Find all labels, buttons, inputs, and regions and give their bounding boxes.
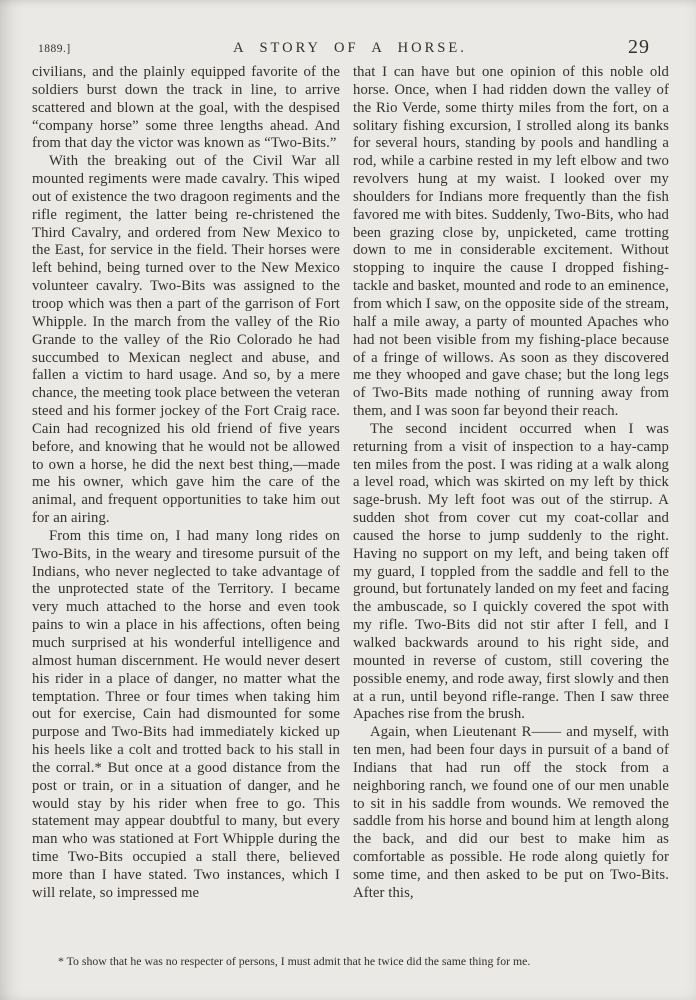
paragraph: Again, when Lieutenant R—— and myself, with ten men, had been four days in pursuit of a band of Indians that had run off the stock from a neighboring ranch, we found one of our men unable to sit in his saddle from wounds. We removed the saddle from his horse and bound him at length along the back, and did our best to make him as comfortable as possible. He rode along quietly for some time, and then asked to be put on Two-Bits. After this, (353, 724, 669, 901)
page-title: A STORY OF A HORSE. (233, 40, 467, 56)
paragraph: With the breaking out of the Civil War all mounted regiments were made cavalry. This wiped out of existence the two dragoon regiments and the rifle regiment, the latter being re-christened the Third Cavalry, and ordered from New Mexico to the East, for service in the field. Their horses were left behind, being turned over to the New Mexico volunteer cavalry. Two-Bits was assigned to the troop which was then a part of the garrison of Fort Whipple. In the march from the valley of the Rio Grande to the valley of the Rio Colorado he had succumbed to Mexican neglect and abuse, and fallen a victim to hard usage. And so, by a mere chance, the meeting took place between the veteran steed and his former jockey of the Fort Craig race. Cain had recognized his old friend of five years before, and knowing that he would not be allowed to own a horse, he did the next best thing,—made me his owner, which gave him the care of the animal, and frequent opportunities to take him out for an airing. (32, 153, 340, 527)
year-notation: 1889.] (38, 43, 71, 55)
paragraph: that I can have but one opinion of this noble old horse. Once, when I had ridden down the valley of the Rio Verde, some thirty miles from the fort, on a solitary fishing excursion, I strolled along its banks for several hours, standing by pools and handling a rod, while a carbine rested in my left elbow and two revolvers hung at my waist. I looked over my shoulders for Indians more frequently than the fish favored me with bites. Suddenly, Two-Bits, who had been grazing close by, unpicketed, came trotting down to me in considerable excitement. Without stopping to inquire the cause I dropped fishing-tackle and basket, mounted and rode to an eminence, from which I saw, on the opposite side of the stream, half a mile away, a party of mounted Apaches who had not been visible from my fishing-place because of a fringe of willows. As soon as they discovered me they whooped and gave chase; but the long legs of Two-Bits made nothing of running away from them, and I was soon far beyond their reach. (353, 64, 669, 420)
paragraph: From this time on, I had many long rides on Two-Bits, in the weary and tiresome pursuit of the Indians, who never neglected to take advantage of the unprotected state of the Territory. I became very much attached to the horse and even took pains to win a place in his affections, often being much surprised at his wonderful intelligence and almost human discernment. He would never desert his rider in a place of danger, no matter what the temptation. Three or four times when taking him out for exercise, Cain had dismounted for some purpose and Two-Bits had immediately kicked up his heels like a colt and trotted back to his stall in the corral.* But once at a good distance from the post or train, or in a situation of danger, and he would stay by his rider when free to go. This statement may appear doubtful to many, but every man who was stationed at Fort Whipple during the time Two-Bits occupied a stall there, believed more than I have stated. Two instances, which I will relate, so impressed me (32, 527, 340, 901)
footnote: * To show that he was no respecter of persons, I must admit that he twice did the same thing for me. (58, 954, 531, 968)
left-column (32, 64, 340, 903)
page-number: 29 (628, 36, 650, 58)
paragraph: The second incident occurred when I was returning from a visit of inspection to a hay-camp ten miles from the post. I was riding at a walk along a level road, which was skirted on my left by thick sage-brush. My left foot was out of the stirrup. A sudden shot from cover cut my coat-collar and caused the horse to jump suddenly to the right. Having no support on my left, and being taken off my guard, I toppled from the saddle and fell to the ground, but fortunately landed on my feet and facing the ambuscade, so I quickly covered the spot with my rifle. Two-Bits did not stir after I fell, and I walked backwards around to his right side, and mounted in reverse of custom, still covering the possible enemy, and rode away, first slowly and then at a run, until beyond rifle-range. Then I saw three Apaches rise from the brush. (353, 420, 669, 723)
paragraph: civilians, and the plainly equipped favorite of the soldiers burst down the track in line, to arrive scattered and blown at the goal, with the despised “company horse” some three lengths ahead. And from that day the victor was known as “Two-Bits.” (32, 64, 340, 152)
text-columns (32, 64, 669, 903)
right-column (353, 64, 669, 903)
running-head (32, 34, 668, 62)
